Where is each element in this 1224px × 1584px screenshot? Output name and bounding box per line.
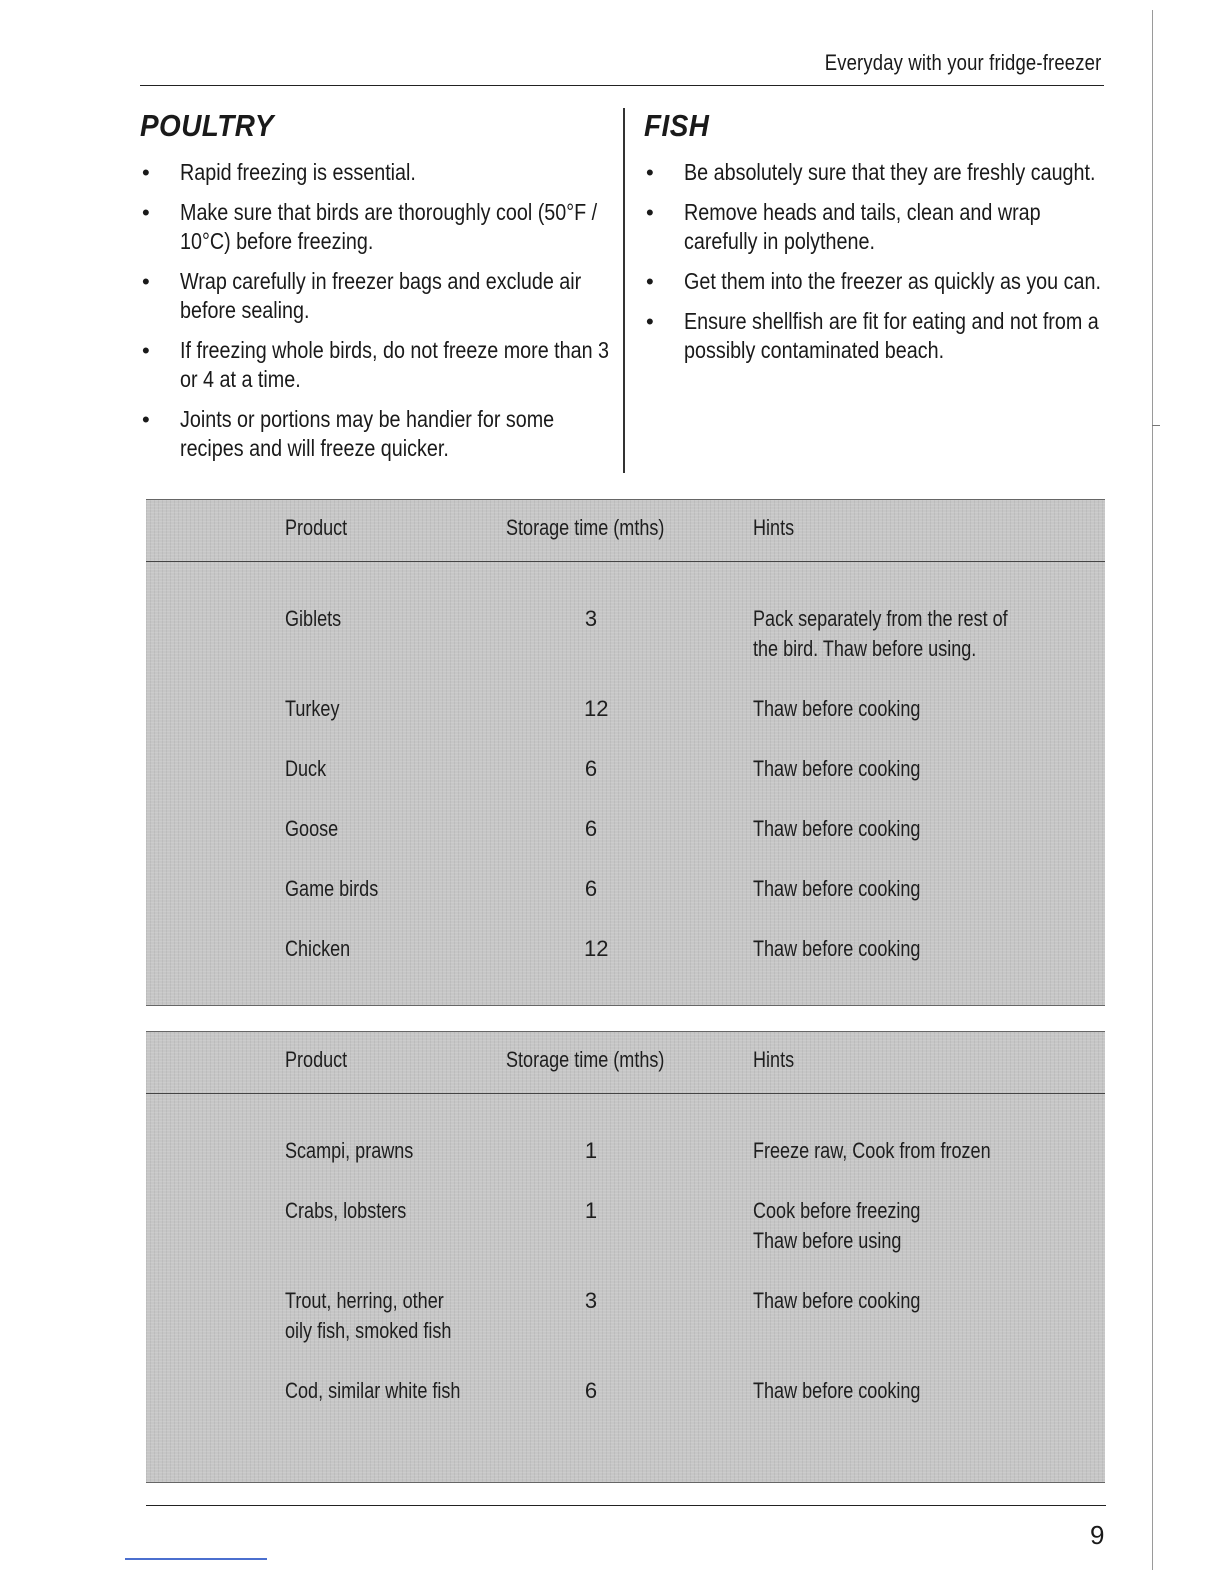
column-header-product: Product — [285, 515, 348, 540]
column-header-product: Product — [285, 1047, 348, 1072]
poultry-storage-table — [146, 499, 1105, 1006]
list-item: • Be absolutely sure that they are freshly caught. — [644, 158, 1114, 187]
column-header-hints: Hints — [753, 515, 795, 540]
column-divider — [623, 108, 625, 473]
bullet-dot-icon: • — [646, 269, 654, 294]
list-item: • Make sure that birds are thoroughly cool (50°F / 10°C) before freezing. — [142, 199, 598, 254]
bullet-dot-icon: • — [646, 200, 654, 225]
poultry-heading: POULTRY — [140, 108, 274, 143]
product-cell: Chicken — [285, 936, 351, 961]
page-number: 9 — [1090, 1520, 1105, 1550]
product-cell: Cod, similar white fish — [285, 1378, 461, 1403]
page-edge-line — [1152, 10, 1153, 1570]
months-cell: 12 — [584, 936, 609, 961]
bullet-dot-icon: • — [142, 407, 150, 432]
product-cell: Giblets — [285, 606, 342, 631]
months-cell: 1 — [584, 1198, 598, 1223]
product-cell: Game birds — [285, 876, 379, 901]
poultry-section — [140, 108, 610, 474]
column-header-storage-time: Storage time (mths) — [506, 515, 665, 540]
list-item: • Joints or portions may be handier for some recipes and will freeze quicker. — [142, 406, 555, 461]
poultry-bullet-list — [140, 158, 610, 463]
months-cell: 6 — [584, 756, 598, 781]
list-item: • Wrap carefully in freezer bags and exclude air before sealing. — [142, 268, 582, 323]
months-cell: 3 — [584, 1288, 598, 1313]
list-item: • Ensure shellfish are fit for eating and not from a possibly contaminated beach. — [646, 308, 1099, 363]
bullet-dot-icon: • — [142, 160, 150, 185]
product-cell: Goose — [285, 816, 339, 841]
hint-cell: Freeze raw, Cook from frozen — [753, 1138, 991, 1163]
hint-cell: Cook before freezing Thaw before using — [753, 1198, 921, 1253]
list-item: • Rapid freezing is essential. — [140, 158, 610, 187]
product-cell: Scampi, prawns — [285, 1138, 414, 1163]
running-header: Everyday with your fridge-freezer — [824, 50, 1101, 75]
bullet-dot-icon: • — [142, 200, 150, 225]
header-rule — [140, 85, 1104, 86]
months-cell: 1 — [584, 1138, 598, 1163]
bullet-dot-icon: • — [142, 269, 150, 294]
months-cell: 6 — [584, 1378, 598, 1403]
months-cell: 3 — [584, 606, 598, 631]
column-header-storage-time: Storage time (mths) — [506, 1047, 665, 1072]
product-cell: Trout, herring, other oily fish, smoked fish — [285, 1288, 452, 1343]
fish-bullet-list — [644, 158, 1114, 365]
table-header-row — [146, 500, 1105, 562]
hint-cell: Pack separately from the rest of the bird. Thaw before using. — [753, 606, 1008, 661]
column-header-hints: Hints — [753, 1047, 795, 1072]
list-item: • If freezing whole birds, do not freeze more than 3 or 4 at a time. — [142, 337, 610, 392]
table-header-row — [146, 1032, 1105, 1094]
list-item: • Remove heads and tails, clean and wrap carefully in polythene. — [646, 199, 1041, 254]
hint-cell: Thaw before cooking — [753, 816, 921, 841]
hint-cell: Thaw before cooking — [753, 696, 921, 721]
bullet-dot-icon: • — [646, 160, 654, 185]
months-cell: 6 — [584, 876, 598, 901]
hint-cell: Thaw before cooking — [753, 1288, 921, 1313]
bullet-dot-icon: • — [142, 338, 150, 363]
fish-storage-table — [146, 1031, 1105, 1483]
fish-section — [644, 108, 1114, 376]
scan-mark — [125, 1558, 267, 1560]
months-cell: 12 — [584, 696, 609, 721]
months-cell: 6 — [584, 816, 598, 841]
page-edge-tick — [1152, 425, 1160, 426]
bullet-dot-icon: • — [646, 309, 654, 334]
hint-cell: Thaw before cooking — [753, 876, 921, 901]
hint-cell: Thaw before cooking — [753, 936, 921, 961]
hint-cell: Thaw before cooking — [753, 1378, 921, 1403]
product-cell: Crabs, lobsters — [285, 1198, 407, 1223]
product-cell: Turkey — [285, 696, 340, 721]
product-cell: Duck — [285, 756, 327, 781]
list-item: • Get them into the freezer as quickly as you can. — [644, 267, 1114, 296]
fish-heading: FISH — [644, 108, 710, 143]
hint-cell: Thaw before cooking — [753, 756, 921, 781]
footer-rule — [146, 1505, 1106, 1506]
